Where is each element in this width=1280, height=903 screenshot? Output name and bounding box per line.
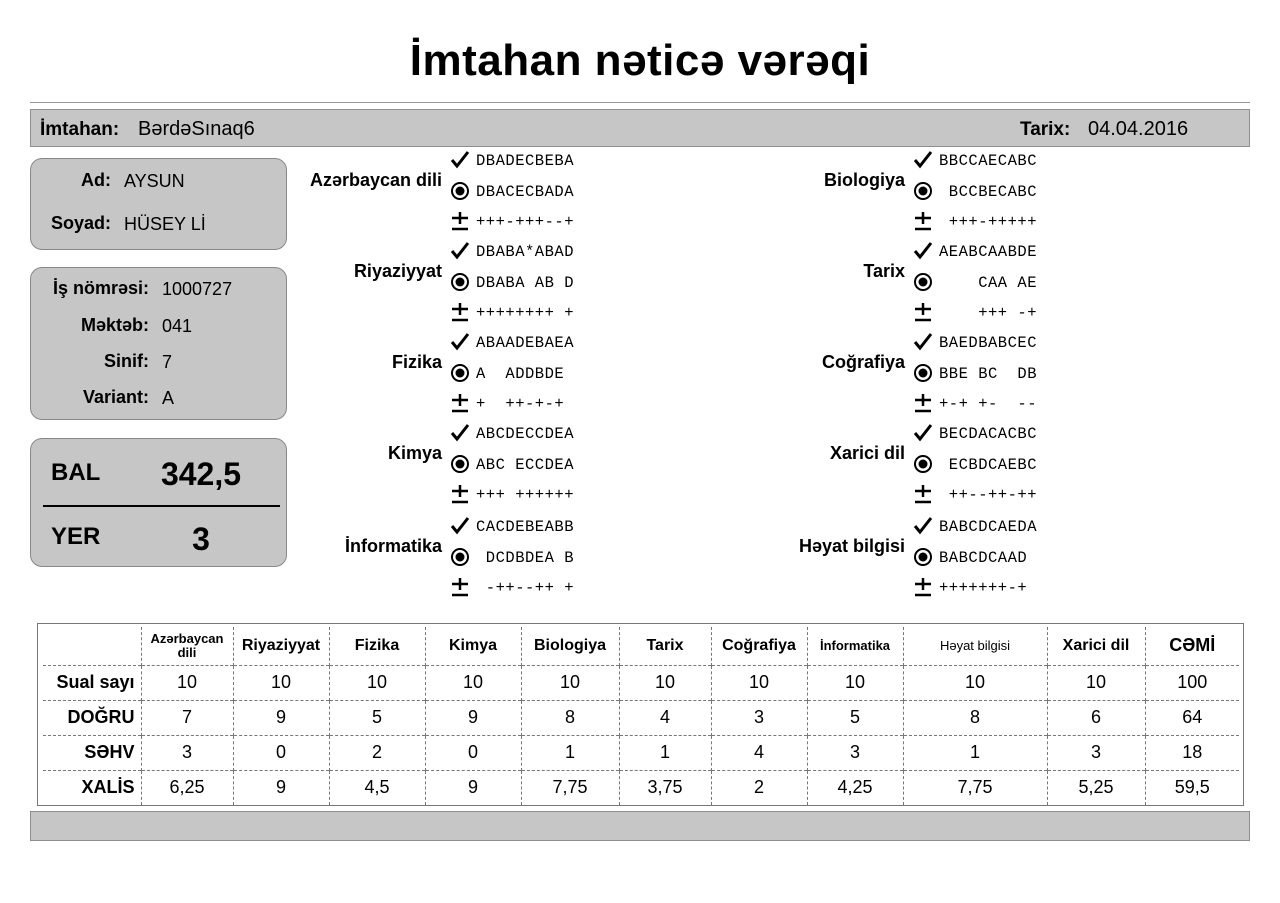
table-cell: 4,25 [807, 770, 903, 805]
radio-dot-icon [913, 547, 933, 567]
plus-minus-icon [913, 211, 933, 231]
answer-key: AEABCAABDE [939, 243, 1038, 261]
table-corner-cell [43, 627, 141, 665]
table-header-row [43, 627, 1239, 665]
student-name: AYSUN [124, 171, 185, 191]
checkmark-icon [450, 150, 470, 170]
checkmark-icon [450, 423, 470, 443]
answer-key: BAEDBABCEC [939, 334, 1038, 352]
score-box [30, 438, 287, 567]
answer-results: +++ ++++++ [476, 486, 575, 504]
row-label: XALİS [43, 770, 141, 805]
student-answers: DBABA AB D [476, 274, 575, 292]
student-answers: BBE BC DB [939, 365, 1038, 383]
table-cell: 10 [521, 665, 619, 700]
table-cell: 0 [425, 735, 521, 770]
subject-block-informatika [280, 514, 740, 604]
table-cell: 10 [807, 665, 903, 700]
checkmark-icon [913, 332, 933, 352]
answer-results: +++-+++++ [939, 213, 1038, 231]
table-cell: 10 [425, 665, 521, 700]
table-cell: 7 [141, 700, 233, 735]
exam-name: BərdəSınaq6 [138, 118, 255, 140]
table-cell: 9 [233, 770, 329, 805]
subject-name: Xarici dil [829, 443, 905, 463]
subject-block-azerbaycan-dili [280, 148, 740, 238]
checkmark-icon [913, 516, 933, 536]
work-number: 1000727 [162, 279, 233, 299]
title-divider [30, 102, 1250, 103]
table-cell: 9 [425, 700, 521, 735]
student-answers: BCCBECABC [939, 183, 1038, 201]
student-answers: ABC ECCDEA [476, 456, 575, 474]
table-cell: 5 [329, 700, 425, 735]
subject-name: İnformatika [344, 536, 442, 556]
results-table-frame [37, 623, 1244, 806]
plus-minus-icon [450, 302, 470, 322]
subject-name: Azərbaycan dili [309, 170, 442, 190]
radio-dot-icon [450, 272, 470, 292]
column-header: Kimya [425, 627, 521, 665]
answer-key: ABCDECCDEA [476, 425, 575, 443]
subject-block-xarici-dil [743, 421, 1203, 511]
radio-dot-icon [913, 272, 933, 292]
subject-block-kimya [280, 421, 740, 511]
table-cell: 4,5 [329, 770, 425, 805]
subject-block-biologiya [743, 148, 1203, 238]
radio-dot-icon [450, 454, 470, 474]
answer-results: +-+ +- -- [939, 395, 1038, 413]
table-cell: 2 [329, 735, 425, 770]
table-cell: 3 [141, 735, 233, 770]
table-cell: 10 [329, 665, 425, 700]
table-cell: 3 [1047, 735, 1145, 770]
table-cell: 10 [233, 665, 329, 700]
table-cell: 1 [903, 735, 1047, 770]
checkmark-icon [450, 332, 470, 352]
plus-minus-icon [450, 484, 470, 504]
plus-minus-icon [913, 393, 933, 413]
plus-minus-icon [913, 302, 933, 322]
plus-minus-icon [450, 577, 470, 597]
checkmark-icon [450, 241, 470, 261]
answer-key: BBCCAECABC [939, 152, 1038, 170]
table-row [43, 700, 1239, 735]
table-cell: 3 [711, 700, 807, 735]
class-label: Sinif: [104, 351, 149, 371]
class-value: 7 [162, 352, 173, 372]
table-cell-total: 18 [1145, 735, 1239, 770]
subject-name: Kimya [387, 443, 442, 463]
table-cell: 5,25 [1047, 770, 1145, 805]
table-cell: 2 [711, 770, 807, 805]
radio-dot-icon [913, 454, 933, 474]
column-header: Coğrafiya [711, 627, 807, 665]
table-cell: 5 [807, 700, 903, 735]
table-cell: 8 [903, 700, 1047, 735]
table-cell: 10 [141, 665, 233, 700]
plus-minus-icon [450, 211, 470, 231]
column-header: İnformatika [807, 627, 903, 665]
plus-minus-icon [450, 393, 470, 413]
subject-name: Tarix [863, 261, 905, 281]
table-row [43, 770, 1239, 805]
table-row [43, 665, 1239, 700]
column-header: Tarix [619, 627, 711, 665]
variant-label: Variant: [82, 387, 149, 407]
footer-bar [30, 811, 1250, 841]
date-label: Tarix: [1020, 119, 1071, 140]
radio-dot-icon [450, 181, 470, 201]
table-cell: 3,75 [619, 770, 711, 805]
table-cell: 4 [619, 700, 711, 735]
yer-value: 3 [192, 521, 210, 557]
subject-block-cografiya [743, 330, 1203, 420]
answer-results: +++++++-+ [939, 579, 1028, 597]
table-cell: 9 [425, 770, 521, 805]
column-header: Həyat bilgisi [903, 627, 1047, 665]
table-cell: 3 [807, 735, 903, 770]
student-answers: ECBDCAEBC [939, 456, 1038, 474]
subject-name: Riyaziyyat [353, 261, 442, 281]
answer-results: ++--++-++ [939, 486, 1038, 504]
bal-value: 342,5 [160, 456, 242, 492]
checkmark-icon [450, 516, 470, 536]
radio-dot-icon [913, 181, 933, 201]
answer-results: +++-+++--+ [476, 213, 575, 231]
table-cell: 1 [521, 735, 619, 770]
table-cell: 10 [619, 665, 711, 700]
subject-name: Biologiya [823, 170, 905, 190]
table-cell: 6,25 [141, 770, 233, 805]
table-cell: 8 [521, 700, 619, 735]
answer-results: + ++-+-+ [476, 395, 565, 413]
student-answers: DCDBDEA B [476, 549, 575, 567]
subject-name: Coğrafiya [821, 352, 905, 372]
subject-block-fizika [280, 330, 740, 420]
student-info-box [30, 267, 287, 420]
variant-value: A [162, 388, 175, 408]
column-header: Riyaziyyat [233, 627, 329, 665]
answer-key: DBADECBEBA [476, 152, 575, 170]
answer-key: DBABA*ABAD [476, 243, 575, 261]
column-header: Fizika [329, 627, 425, 665]
table-cell: 1 [619, 735, 711, 770]
table-cell: 7,75 [521, 770, 619, 805]
radio-dot-icon [913, 363, 933, 383]
answer-key: BECDACACBC [939, 425, 1038, 443]
column-header: Biologiya [521, 627, 619, 665]
results-table [43, 627, 1239, 805]
school-number: 041 [162, 316, 193, 336]
table-cell: 10 [1047, 665, 1145, 700]
name-label: Ad: [81, 170, 111, 190]
answer-results: ++++++++ + [476, 304, 575, 322]
radio-dot-icon [450, 363, 470, 383]
student-surname: HÜSEY Lİ [124, 214, 206, 234]
checkmark-icon [913, 241, 933, 261]
table-cell: 7,75 [903, 770, 1047, 805]
work-number-label: İş nömrəsi: [52, 278, 149, 298]
checkmark-icon [913, 150, 933, 170]
answer-key: CACDEBEABB [476, 518, 575, 536]
subject-block-heyat-bilgisi [743, 514, 1203, 604]
table-cell: 4 [711, 735, 807, 770]
table-cell: 10 [711, 665, 807, 700]
student-name-box [30, 158, 287, 250]
bal-label: BAL [51, 459, 101, 486]
row-label: DOĞRU [43, 700, 141, 735]
student-answers: A ADDBDE [476, 365, 565, 383]
yer-label: YER [51, 523, 101, 550]
table-cell-total: 59,5 [1145, 770, 1239, 805]
exam-label: İmtahan: [40, 119, 120, 140]
student-answers: BABCDCAAD [939, 549, 1028, 567]
table-cell: 6 [1047, 700, 1145, 735]
table-cell: 10 [903, 665, 1047, 700]
column-header: Azərbaycan dili [141, 627, 233, 665]
page-title: İmtahan nəticə vərəqi [409, 36, 871, 85]
table-row [43, 735, 1239, 770]
exam-header-bar [30, 109, 1250, 147]
school-label: Məktəb: [80, 315, 149, 335]
subject-name: Həyat bilgisi [798, 536, 905, 556]
subject-block-tarix [743, 239, 1203, 329]
surname-label: Soyad: [50, 213, 111, 233]
plus-minus-icon [913, 577, 933, 597]
score-divider [43, 505, 280, 507]
plus-minus-icon [913, 484, 933, 504]
row-label: SƏHV [43, 735, 141, 770]
table-cell: 0 [233, 735, 329, 770]
answer-key: BABCDCAEDA [939, 518, 1038, 536]
radio-dot-icon [450, 547, 470, 567]
answer-key: ABAADEBAEA [476, 334, 575, 352]
subject-block-riyaziyyat [280, 239, 740, 329]
table-cell-total: 64 [1145, 700, 1239, 735]
answer-results: +++ -+ [939, 304, 1038, 322]
table-cell: 9 [233, 700, 329, 735]
table-cell-total: 100 [1145, 665, 1239, 700]
student-answers: DBACECBADA [476, 183, 575, 201]
answer-results: -++--++ + [476, 579, 575, 597]
column-header-total: CƏMİ [1145, 627, 1239, 665]
column-header: Xarici dil [1047, 627, 1145, 665]
checkmark-icon [913, 423, 933, 443]
row-label: Sual sayı [43, 665, 141, 700]
student-answers: CAA AE [939, 274, 1038, 292]
exam-date: 04.04.2016 [1088, 118, 1189, 140]
subject-name: Fizika [391, 352, 442, 372]
